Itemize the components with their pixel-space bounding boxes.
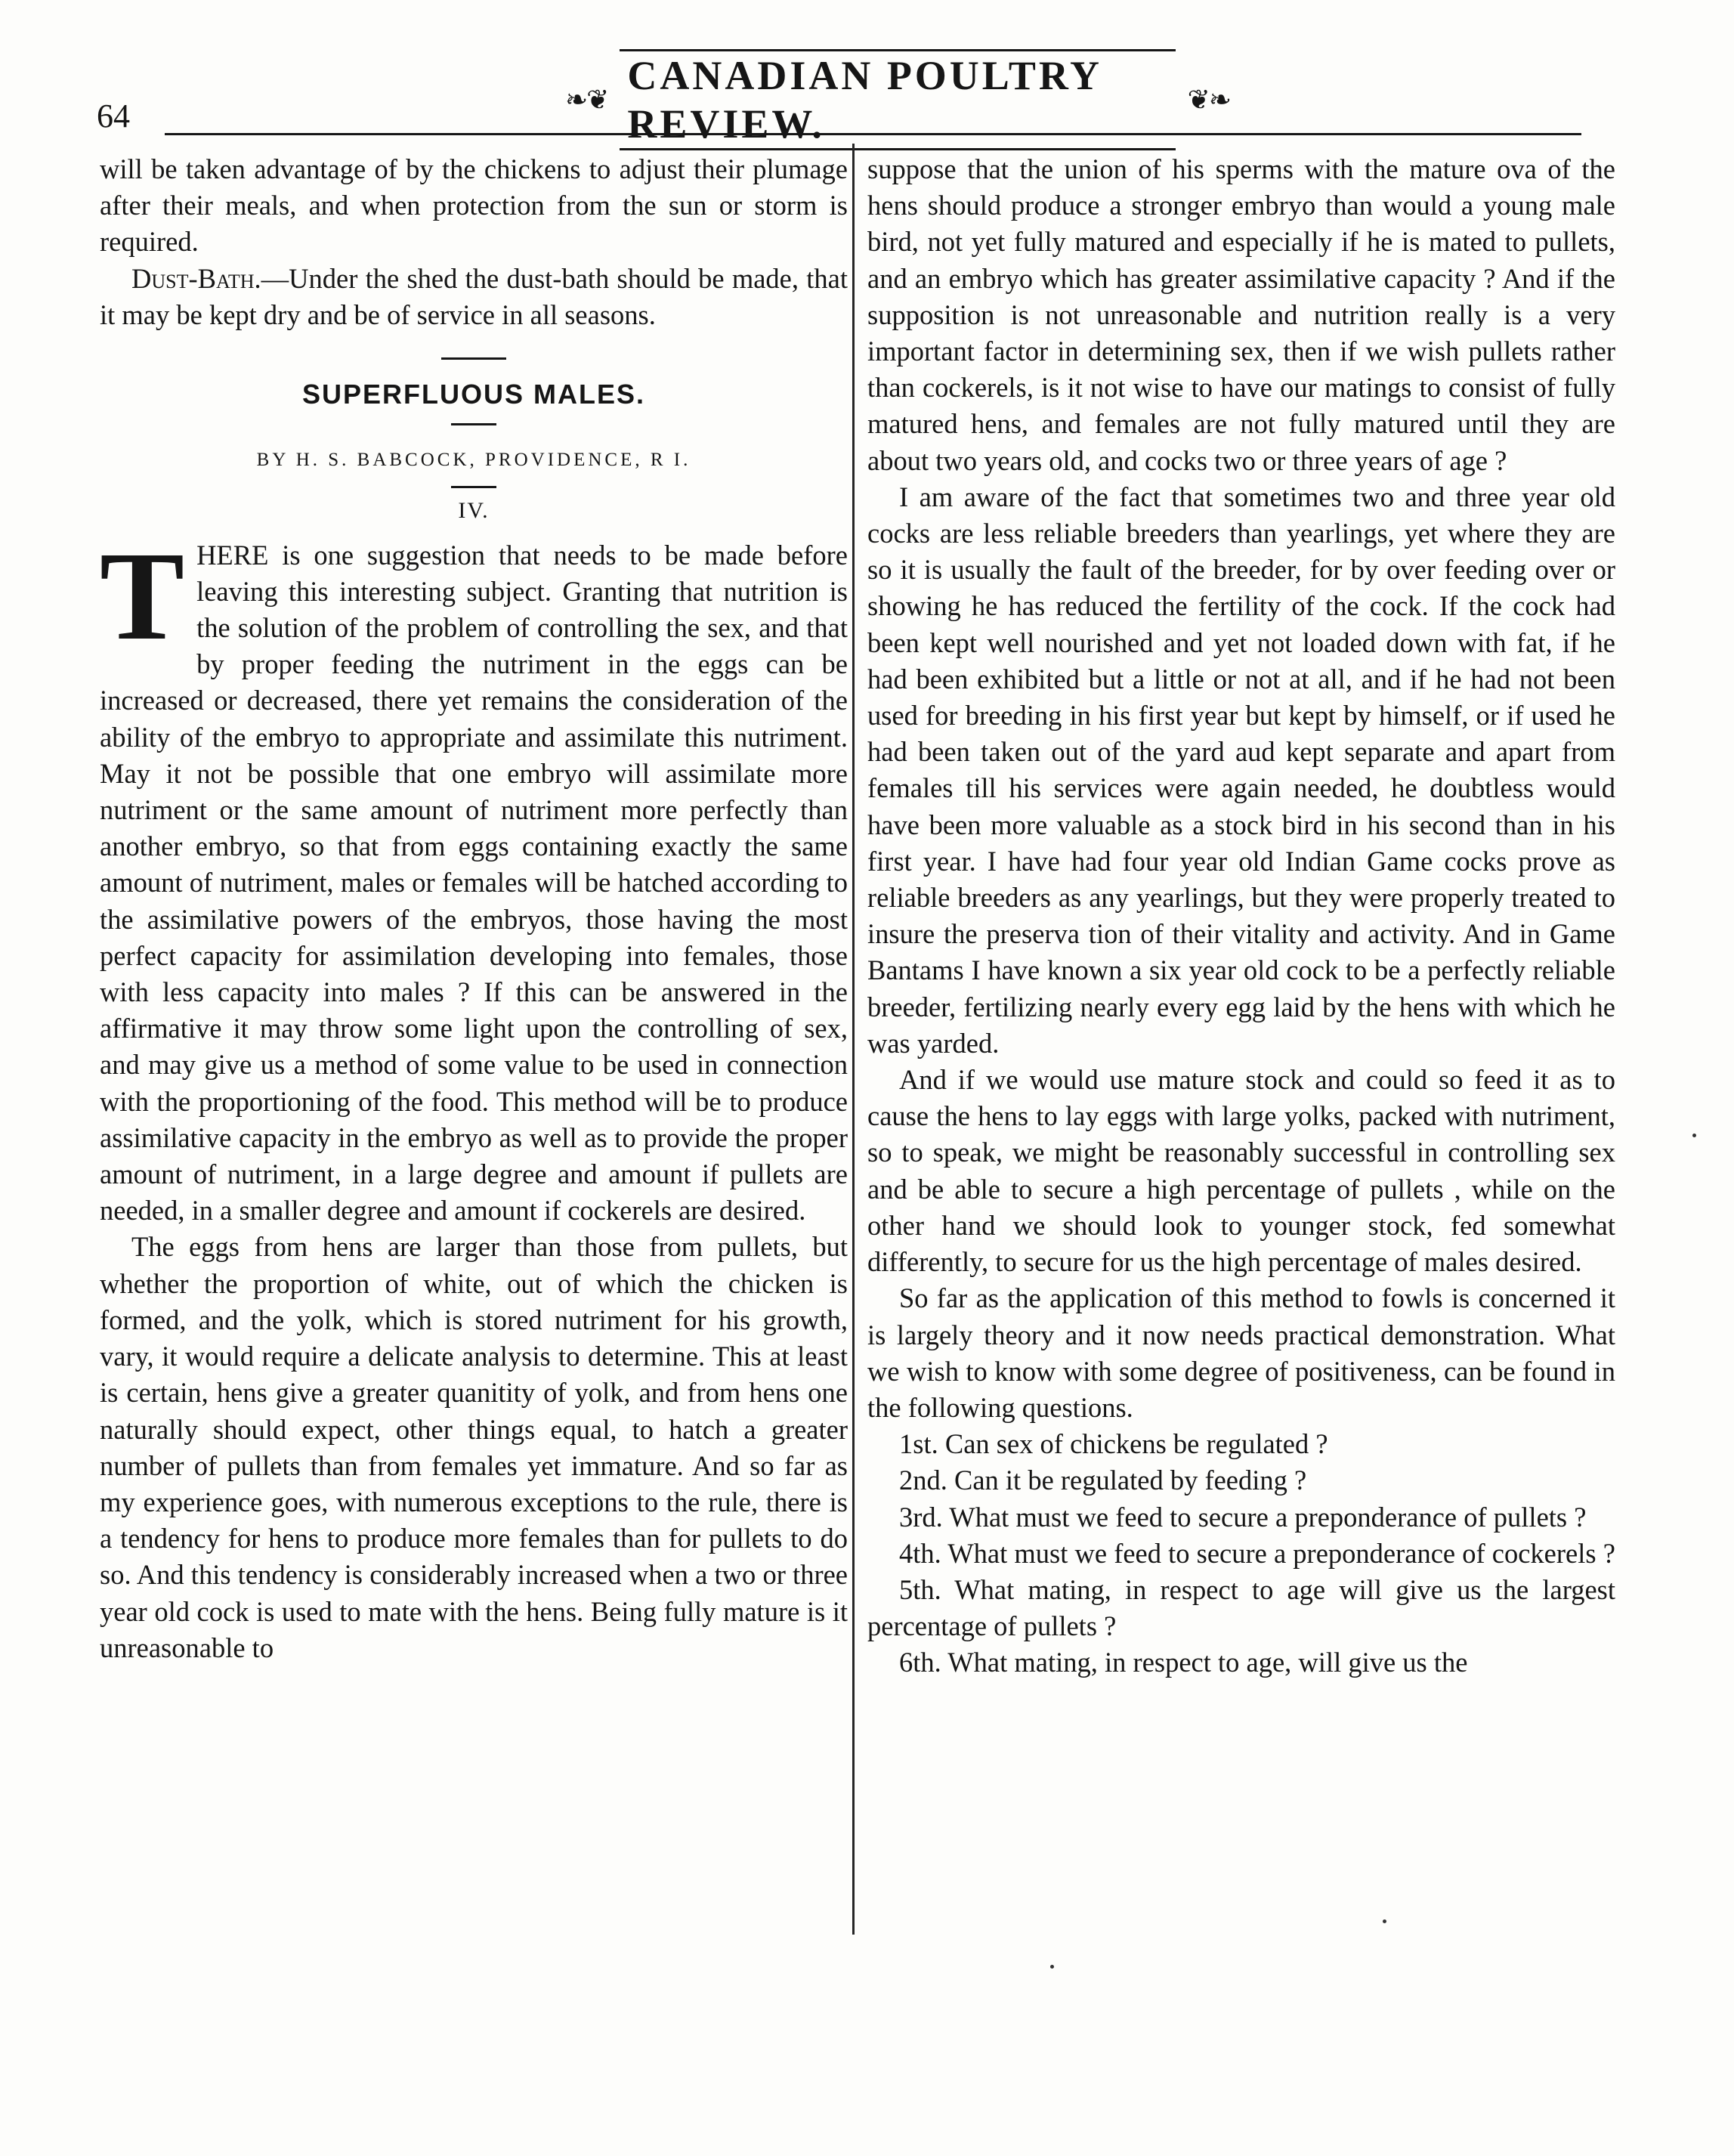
- page-header: [97, 53, 1581, 147]
- separator-dash: [451, 423, 496, 425]
- dust-bath-paragraph: [100, 261, 848, 333]
- print-speck: [1050, 1965, 1054, 1969]
- lead-word: HERE: [196, 539, 269, 571]
- print-speck: [1383, 1919, 1386, 1923]
- run-in-heading: Dust-Bath.: [131, 262, 261, 294]
- page-number: 64: [97, 97, 130, 135]
- question-item: 6th. What mating, in respect to age, will give us the: [899, 1647, 1468, 1678]
- drop-cap: T: [100, 525, 185, 667]
- paragraph-text: is one suggestion that needs to be made before leaving this interesting subject. Granting that nutrition is the solution of the problem of controlling the sex, and that by proper feeding the nutriment in the eggs can be increased or decreased, there yet remains the consideration of the ability of the embryo to appropriate and assimilate this nutriment. May it not be possible that one embryo will assimilate more nutriment or the same amount of nutriment more perfectly than another embryo, so that from eggs containing exactly the same amount of nutriment, males or females will be hatched according to the assimilative powers of the embryos, those having the most perfect capacity for assimilation developing into females, those with less capacity into males ? If this can be answered in the affirmative it may throw some light upon the controlling of sex, and may give us a method of some value to be used in connection with the proportioning of the food. This method will be to produce assimilative capacity in the embryo as well as to provide the proper amount of nutriment, in a large degree and amount if pullets are needed, in a smaller degree and amount if cockerels are desired.: [100, 539, 848, 1226]
- question-item: 2nd. Can it be regulated by feeding ?: [899, 1465, 1307, 1496]
- paragraph: will be taken advantage of by the chickens to adjust their plumage after their meals, and when protection from the sun or storm is required.: [100, 153, 848, 258]
- left-column: [100, 151, 848, 1666]
- paragraph: And if we would use mature stock and could so feed it as to cause the hens to lay eggs with large yolks, packed with nutriment, so to speak, we might be reasonably successful in controlling sex and be able to secure a high percentage of pullets , while on the other hand we should look to younger stock, fed somewhat differently, to secure for us the high percentage of males desired.: [867, 1064, 1615, 1278]
- separator-dash: [451, 486, 496, 488]
- masthead: [565, 53, 1230, 147]
- paragraph: I am aware of the fact that sometimes two and three year old cocks are less reliable breeders than yearlings, yet where they are so it is usually the fault of the breeder, for by over feeding over or showing he has reduced the fertility of the cock. If the cock had been kept well nourished and yet not loaded down with fat, if he had been exhibited but a little or not at all, and if he had not been used for breeding in his first year but kept by himself, or if used he had been taken out of the yard aud kept separate and apart from females till his services were again needed, he doubtless would have been more valuable as a stock bird in his second than in his first year. I have had four year old Indian Game cocks prove as reliable breeders as any yearlings, but they were properly treated to insure the preserva tion of their vitality and activity. And in Game Bantams I have known a six year old cock to be a perfectly reliable breeder, fertilizing nearly every egg laid by the hens with which he was yarded.: [867, 481, 1615, 1059]
- ornament-left-icon: ❧❦: [565, 85, 608, 115]
- header-rule: [165, 133, 1581, 135]
- column-divider: [852, 144, 855, 1935]
- ornament-right-icon: ❦❧: [1187, 85, 1230, 115]
- paragraph: The eggs from hens are larger than those from pullets, but whether the proportion of white, out of which the chicken is formed, and the yolk, which is stored nutriment for his growth, vary, it would require a delicate analysis to determine. This at least is certain, hens give a greater quanitity of yolk, and from hens one naturally should expect, other things equal, to hatch a greater number of pullets than from females yet immature. And so far as my experience goes, with numerous exceptions to the rule, there is a tendency for hens to produce more females than for pullets to do so. And this tendency is considerably increased when a two or three year old cock is used to mate with the hens. Being fully mature is it unreasonable to: [100, 1231, 848, 1663]
- print-speck: [1692, 1134, 1696, 1137]
- article-title: SUPERFLUOUS MALES.: [301, 379, 646, 410]
- paragraph: So far as the application of this method to fowls is concerned it is largely theory and it now needs practical demonstration. What we wish to know with some degree of positiveness, can be found in the following questions.: [867, 1282, 1615, 1423]
- question-item: 3rd. What must we feed to secure a preponderance of pullets ?: [899, 1501, 1587, 1533]
- question-item: 4th. What must we feed to secure a preponderance of cockerels ?: [899, 1537, 1615, 1569]
- right-column: [867, 151, 1615, 1681]
- question-item: 1st. Can sex of chickens be regulated ?: [899, 1428, 1328, 1460]
- part-number: IV.: [458, 498, 490, 524]
- masthead-title: CANADIAN POULTRY REVIEW.: [620, 49, 1175, 150]
- byline: BY H. S. BABCOCK, PROVIDENCE, R I.: [256, 450, 691, 471]
- paragraph-text: —Under the shed the dust-bath should be made, that it may be kept dry and be of service in all seasons.: [100, 262, 848, 330]
- opening-paragraph: [100, 525, 848, 1230]
- question-item: 5th. What mating, in respect to age will give us the largest percentage of pullets ?: [867, 1573, 1615, 1642]
- paragraph: suppose that the union of his sperms with the mature ova of the hens should produce a stronger embryo than would a young male bird, not yet fully matured and especially if he is mated to pullets, and an embryo which has greater assimilative capacity ? And if the supposition is not unreasonable and nutrition really is a very important factor in determining sex, then if we wish pullets rather than cockerels, is it not wise to have our matings to consist of fully matured hens, and females are not fully matured until they are about two years old, and cocks two or three years of age ?: [867, 153, 1615, 476]
- separator-dash: [441, 357, 506, 360]
